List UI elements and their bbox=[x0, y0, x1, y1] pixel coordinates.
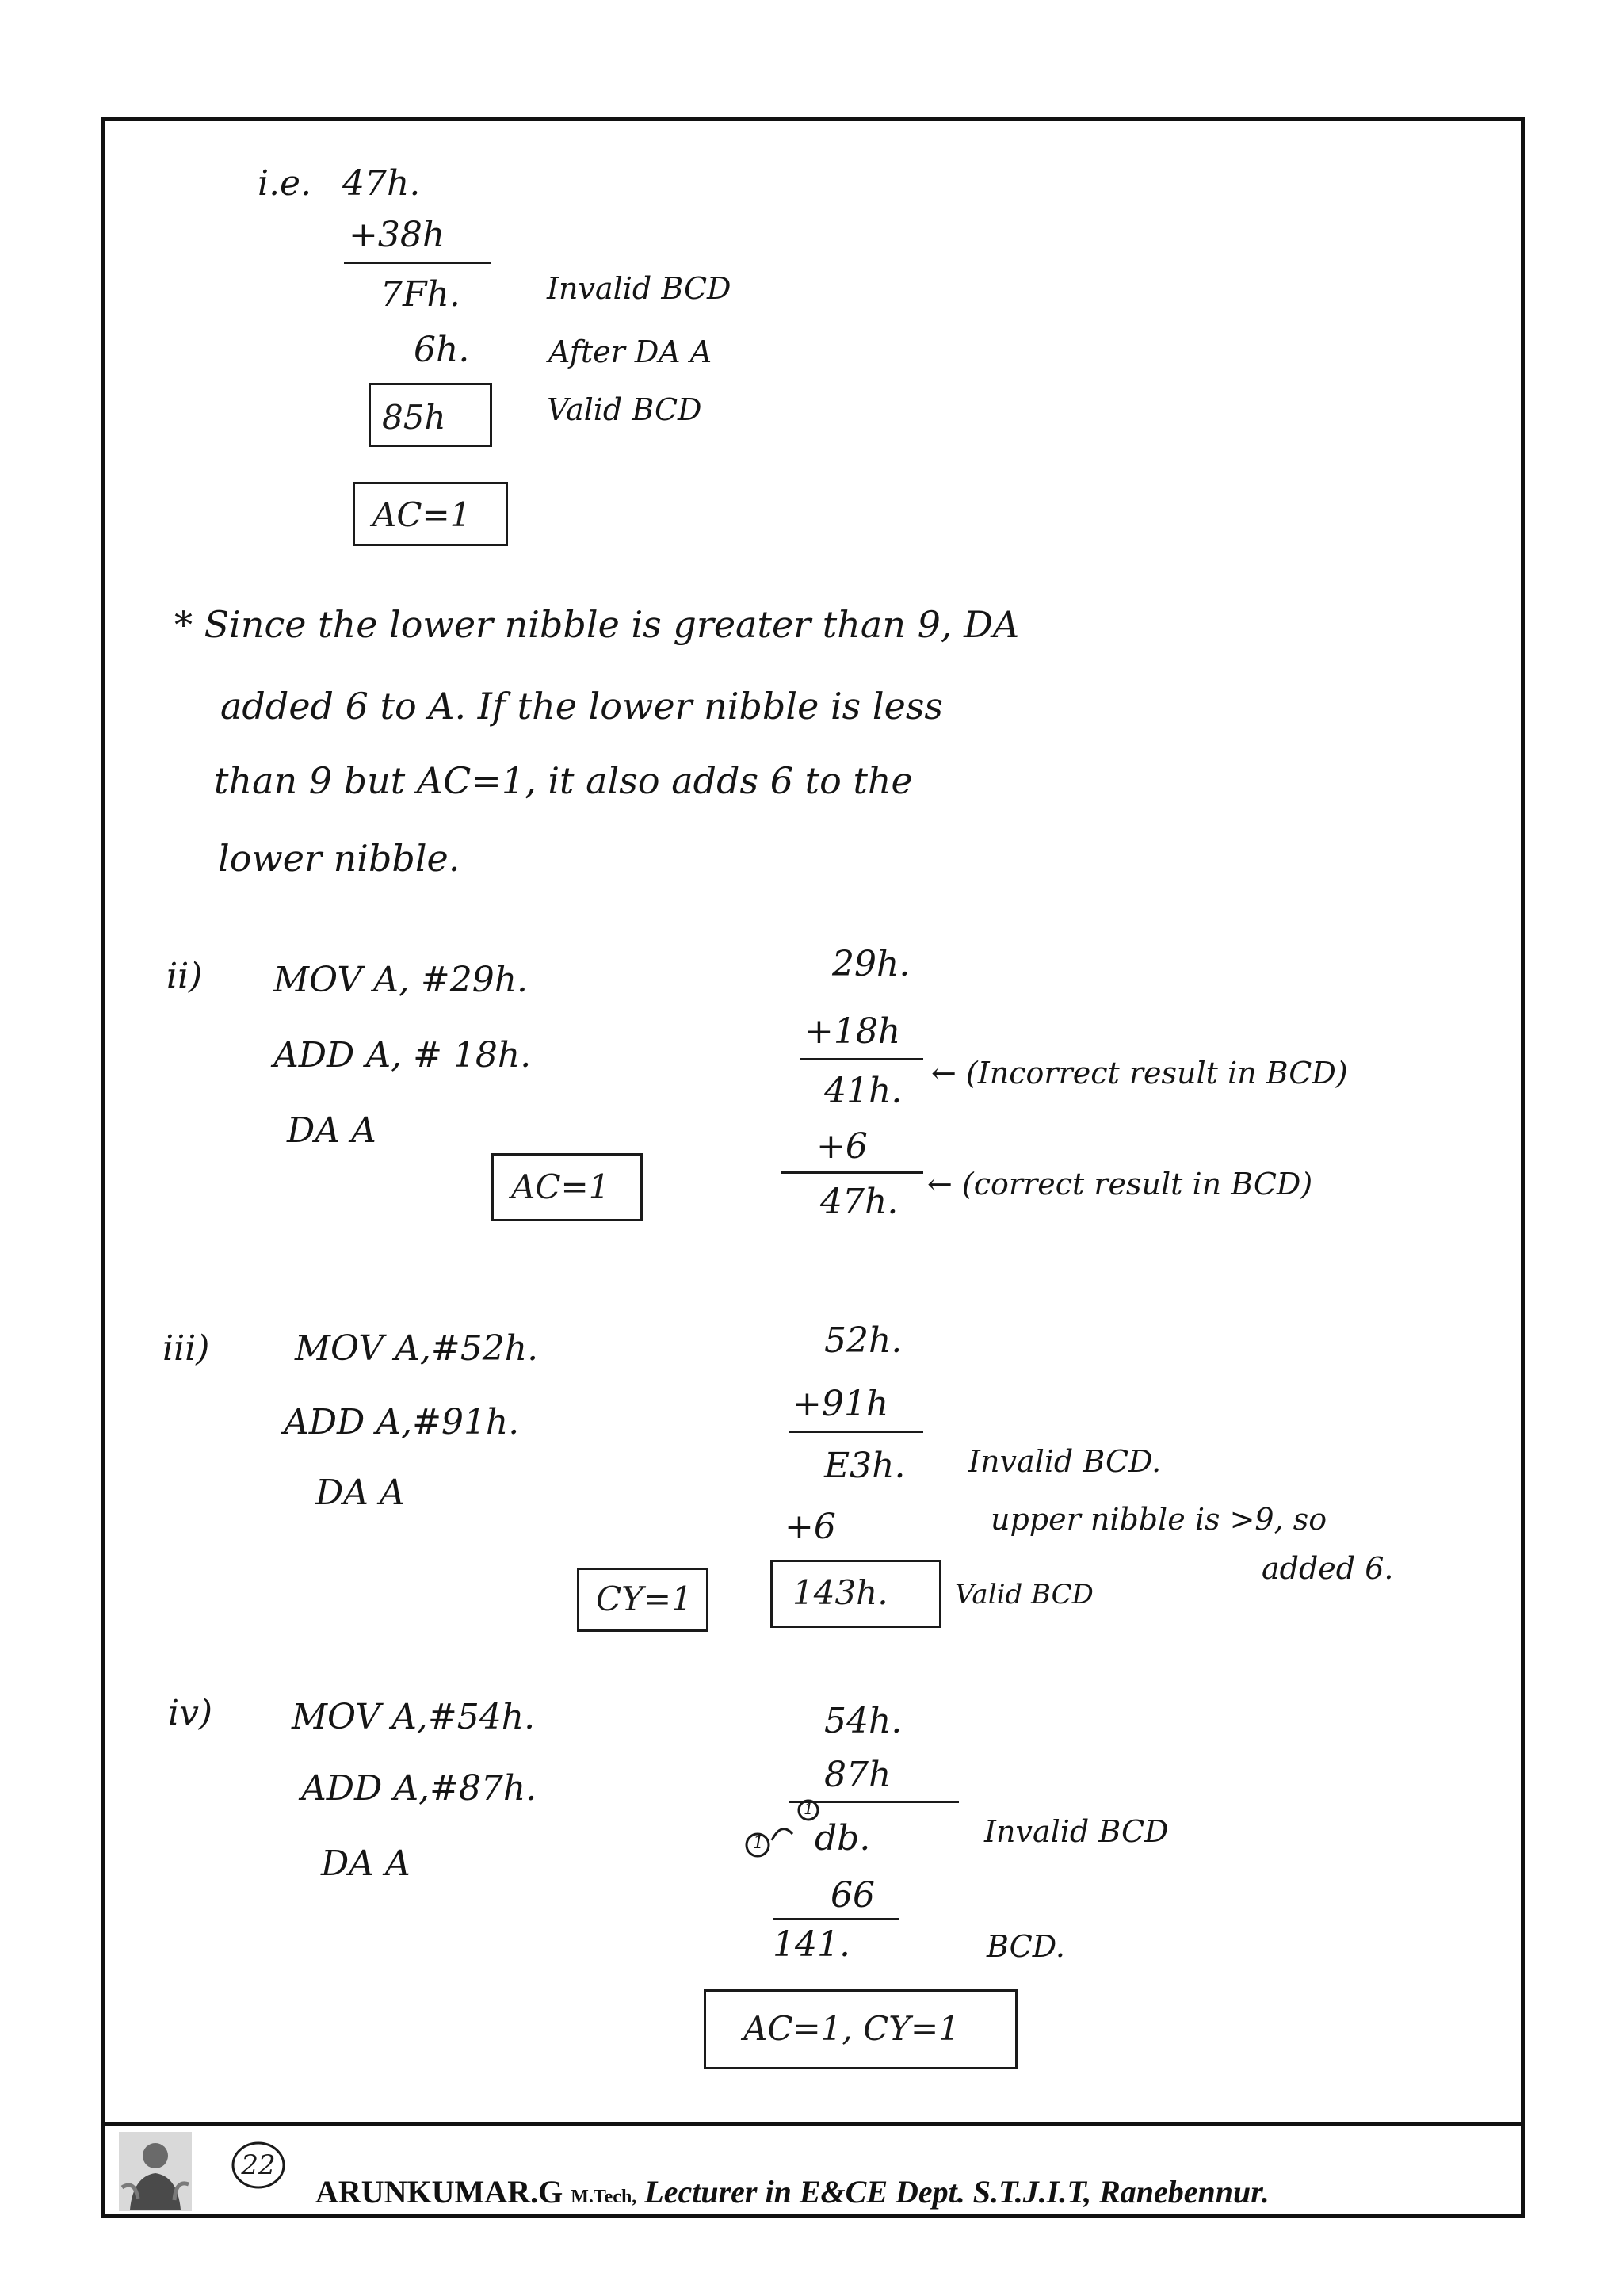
explanation-line-4: lower nibble. bbox=[218, 837, 460, 880]
ex1-result-note: Valid BCD bbox=[547, 392, 702, 427]
ex3-note-upper-1: upper nibble is >9, so bbox=[991, 1502, 1327, 1537]
ex3-sum-rule bbox=[789, 1431, 923, 1433]
ex1-prefix: i.e. bbox=[258, 163, 312, 204]
ex2-code-line-2: ADD A, # 18h. bbox=[273, 1035, 532, 1075]
ex2-code-line-3: DA A bbox=[287, 1110, 376, 1151]
ex4-code-line-3: DA A bbox=[321, 1843, 411, 1884]
ex1-result: 85h bbox=[382, 398, 446, 437]
author-portrait-image bbox=[119, 2132, 192, 2211]
ex2-calc-operand2: +18h bbox=[804, 1011, 901, 1052]
ex3-note-valid: Valid BCD bbox=[955, 1579, 1094, 1610]
ex3-calc-adjust: +6 bbox=[785, 1507, 836, 1547]
explanation-line-3: than 9 but AC=1, it also adds 6 to the bbox=[214, 759, 913, 802]
ex3-note-invalid: Invalid BCD. bbox=[968, 1444, 1162, 1479]
ex3-number: iii) bbox=[162, 1328, 210, 1369]
ex3-code-line-1: MOV A,#52h. bbox=[295, 1328, 539, 1369]
ex1-adjust-note: After DA A bbox=[548, 334, 712, 369]
ex1-sum-note: Invalid BCD bbox=[547, 271, 731, 306]
ex4-carry-left: 1 bbox=[753, 1833, 764, 1853]
ex4-carry-top: 1 bbox=[804, 1799, 814, 1818]
ex4-flag: AC=1, CY=1 bbox=[743, 2009, 960, 2048]
ex2-note-incorrect: ← (Incorrect result in BCD) bbox=[931, 1056, 1348, 1091]
ex4-code-line-2: ADD A,#87h. bbox=[301, 1768, 537, 1809]
explanation-line-2: added 6 to A. If the lower nibble is less bbox=[220, 685, 944, 728]
ex4-calc-result: 141. bbox=[773, 1924, 850, 1965]
ex3-calc-sum: E3h. bbox=[824, 1446, 906, 1486]
ex2-calc-adjust: +6 bbox=[816, 1126, 868, 1167]
ex1-sum-rule bbox=[344, 262, 491, 264]
ex1-adjust: 6h. bbox=[414, 330, 470, 370]
ex2-note-correct: ← (correct result in BCD) bbox=[927, 1167, 1313, 1201]
footer-degree: M.Tech, bbox=[571, 2187, 637, 2207]
footer-author: ARUNKUMAR.G bbox=[315, 2174, 563, 2210]
ex3-note-upper-2: added 6. bbox=[1262, 1551, 1394, 1586]
ex2-number: ii) bbox=[166, 956, 203, 996]
ex2-calc-result: 47h. bbox=[820, 1182, 899, 1222]
ex2-calc-operand1: 29h. bbox=[832, 944, 911, 984]
ex1-sum: 7Fh. bbox=[380, 274, 460, 315]
ex4-note-invalid: Invalid BCD bbox=[984, 1814, 1169, 1849]
ex2-result-rule bbox=[781, 1171, 923, 1174]
ex3-flag: CY=1 bbox=[596, 1580, 693, 1618]
ex2-sum-rule bbox=[800, 1058, 923, 1060]
ex3-code-line-2: ADD A,#91h. bbox=[284, 1402, 520, 1442]
ex4-calc-adjust: 66 bbox=[831, 1875, 875, 1916]
ex4-calc-sum: db. bbox=[815, 1818, 871, 1859]
ex3-calc-result: 143h. bbox=[792, 1573, 888, 1612]
ex3-calc-operand1: 52h. bbox=[824, 1320, 903, 1361]
footer-divider bbox=[101, 2122, 1525, 2126]
footer-credit bbox=[315, 2173, 1270, 2210]
ex4-number: iv) bbox=[168, 1693, 213, 1733]
ex2-flag: AC=1 bbox=[511, 1167, 610, 1206]
footer-role: Lecturer in E&CE Dept. S.T.J.I.T, Ranebennur. bbox=[644, 2174, 1270, 2210]
ex1-operand2: +38h bbox=[349, 215, 445, 255]
ex1-flag: AC=1 bbox=[372, 495, 472, 534]
ex3-calc-operand2: +91h bbox=[792, 1384, 889, 1424]
ex4-code-line-1: MOV A,#54h. bbox=[292, 1697, 536, 1737]
ex4-result-rule bbox=[773, 1918, 899, 1920]
ex4-note-bcd: BCD. bbox=[987, 1929, 1065, 1964]
page-number: 22 bbox=[241, 2149, 276, 2181]
ex3-code-line-3: DA A bbox=[315, 1473, 405, 1513]
ex2-calc-sum: 41h. bbox=[824, 1071, 903, 1111]
explanation-line-1: * Since the lower nibble is greater than 9, DA bbox=[174, 603, 1020, 646]
ex4-calc-operand2: 87h bbox=[824, 1755, 892, 1795]
ex2-code-line-1: MOV A, #29h. bbox=[273, 960, 529, 1000]
ex1-operand1: 47h. bbox=[342, 163, 421, 204]
ex4-calc-operand1: 54h. bbox=[824, 1701, 903, 1741]
ex4-carry-arrow bbox=[772, 1829, 792, 1840]
